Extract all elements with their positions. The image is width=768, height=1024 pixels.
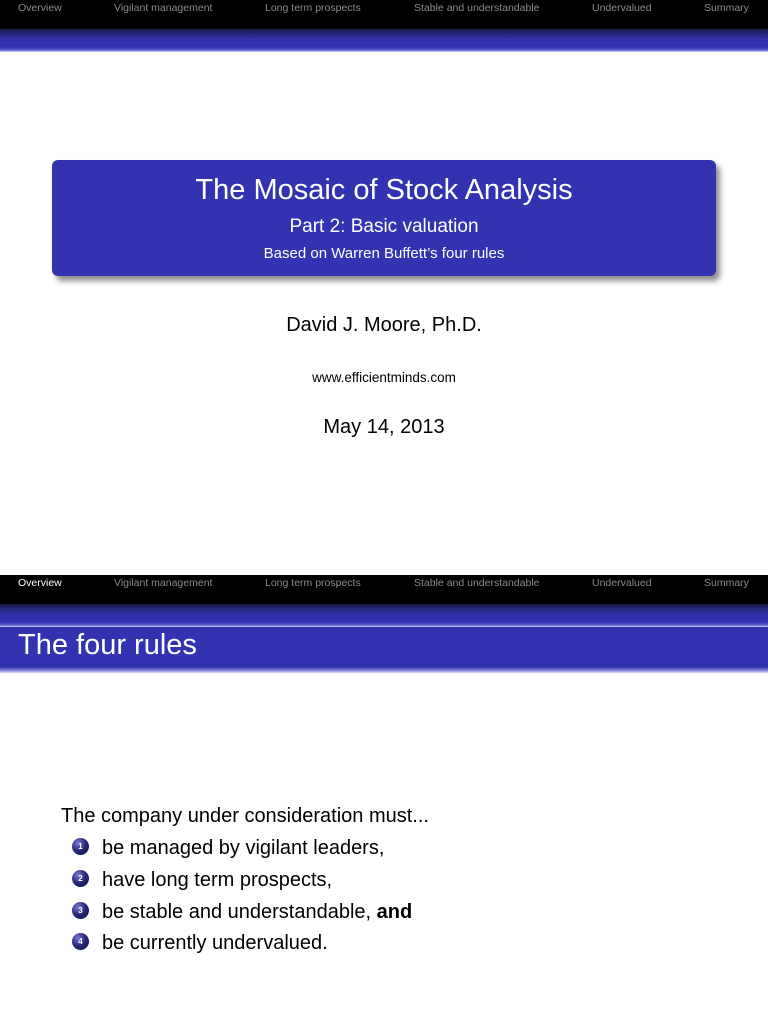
nav-undervalued[interactable]: Undervalued	[592, 2, 652, 14]
nav-long-term-prospects[interactable]: Long term prospects	[265, 2, 361, 14]
author-name: David J. Moore, Ph.D.	[286, 314, 482, 336]
nav-vigilant-management[interactable]: Vigilant management	[114, 2, 213, 14]
title-box	[52, 160, 716, 276]
slide-navigation-bar	[0, 0, 768, 29]
presentation-subtitle: Part 2: Basic valuation	[289, 216, 479, 237]
rule-emphasis: and	[376, 901, 413, 923]
four-rules-slide	[0, 575, 768, 1024]
nav-vigilant-management[interactable]: Vigilant management	[114, 577, 213, 589]
rule-item	[72, 869, 332, 892]
author-website: www.efficientminds.com	[312, 370, 456, 385]
nav-stable-and-understandable[interactable]: Stable and understandable	[414, 577, 540, 589]
numbered-bullet-icon: 3	[72, 902, 89, 919]
numbered-bullet-icon: 4	[72, 933, 89, 950]
nav-summary[interactable]: Summary	[704, 2, 749, 14]
nav-overview[interactable]: Overview	[18, 577, 62, 589]
presentation-date: May 14, 2013	[323, 416, 445, 438]
nav-divider-band	[0, 604, 768, 627]
nav-overview[interactable]: Overview	[18, 2, 62, 14]
rule-text: be stable and understandable,	[102, 901, 377, 923]
rules-intro-text: The company under consideration must...	[61, 805, 429, 827]
nav-long-term-prospects[interactable]: Long term prospects	[265, 577, 361, 589]
rule-text: be managed by vigilant leaders,	[102, 837, 385, 859]
numbered-bullet-icon: 1	[72, 838, 89, 855]
frame-title: The four rules	[18, 629, 197, 661]
nav-undervalued[interactable]: Undervalued	[592, 577, 652, 589]
nav-summary[interactable]: Summary	[704, 577, 749, 589]
nav-stable-and-understandable[interactable]: Stable and understandable	[414, 2, 540, 14]
rule-item	[72, 901, 412, 924]
rule-text: have long term prospects,	[102, 869, 333, 891]
numbered-bullet-icon: 2	[72, 870, 89, 887]
slide-navigation-bar	[0, 575, 768, 604]
presentation-title: The Mosaic of Stock Analysis	[195, 174, 573, 206]
nav-divider-band	[0, 29, 768, 52]
rule-item	[72, 837, 384, 860]
presentation-subsubtitle: Based on Warren Buffett’s four rules	[263, 245, 505, 262]
rule-item	[72, 932, 328, 955]
rule-text: be currently undervalued.	[102, 932, 328, 954]
